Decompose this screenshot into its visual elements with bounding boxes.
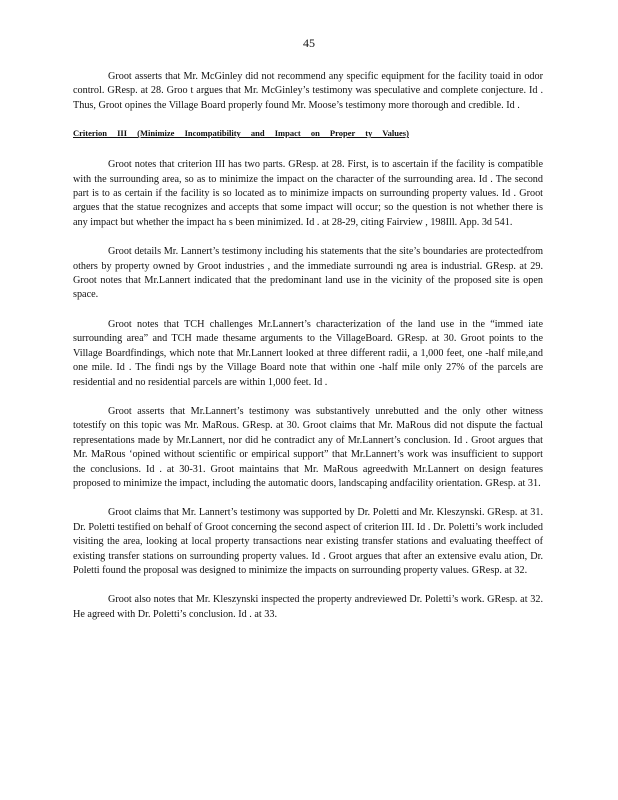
paragraph-unrebutted: Groot asserts that Mr.Lannert’s testimony was substantively unrebutted and the only other witness totestify on this topic was Mr. MaRous. GResp. at 30. Groot claims that Mr. MaRous did not dispute the factual representations made by Mr.Lannert, nor did he contradict any of Mr.Lannert’s conclusion. Id . Groot argues that Mr. MaRous ‘opined without scientific or empirical support” that Mr.Lannert’s work was insufficient to support the conclusions. Id . at 30-31. Groot maintains that Mr. MaRous agreedwith Mr.Lannert on design features proposed to minimize the impact, including the automatic doors, landscaping andfacility orientation. GResp. at 31. (73, 405, 543, 489)
paragraph-criterion-parts: Groot notes that criterion III has two parts. GResp. at 28. First, is to ascertain if the facility is compatible with the surrounding area, so as to minimize the impact on the character of the surrounding area. Id . The second part is to as certain if the facility is so located as to minimize impacts on surrounding property values. Id . Groot argues that the statue recognizes and accepts that some impact will occur; so the question is not whether there is any impact but whether the impact ha s been minimized. Id . at 28-29, citing Fairview , 198Ill. App. 3d 541. (73, 159, 543, 228)
document-body (73, 70, 543, 637)
paragraph-kleszynski: Groot also notes that Mr. Kleszynski inspected the property andreviewed Dr. Poletti’s work. GResp. at 32. He agreed with Dr. Poletti’s conclusion. Id . at 33. (73, 594, 543, 620)
paragraph-mcginley: Groot asserts that Mr. McGinley did not recommend any specific equipment for the facility toaid in odor control. GResp. at 28. Groo t argues that Mr. McGinley’s testimony was speculative and complete conjecture. Id . Thus, Groot opines the Village Board properly found Mr. Moose’s testimony more thorough and credible. Id . (73, 71, 543, 111)
section-heading-criterion-iii: Criterion III (Minimize Incompatibility and Impact on Proper ty Values) (73, 128, 409, 139)
paragraph-tch-challenge: Groot notes that TCH challenges Mr.Lannert’s characterization of the land use in the “immed iate surrounding area” and TCH made thesame arguments to the VillageBoard. GResp. at 30. Groot points to the Village Boardfindings, which note that Mr.Lannert looked at three different radii, a 1,000 feet, one -half mile,and one mile. Id . The findi ngs by the Village Board note that within one -half mile only 27% of the parcels are residential and no residential parcels are within 1,000 feet. Id . (73, 318, 543, 388)
paragraph-lannert-testimony: Groot details Mr. Lannert’s testimony including his statements that the site’s boundaries are protectedfrom others by property owned by Groot industries , and the immediate surroundi ng area is industrial. GResp. at 29. Groot notes that Mr.Lannert indicated that the predominant land use in the vicinity of the proposed site is open space. (73, 246, 543, 301)
paragraph-poletti: Groot claims that Mr. Lannert’s testimony was supported by Dr. Poletti and Mr. Kleszynski. GResp. at 31. Dr. Poletti testified on behalf of Groot concerning the second aspect of criterion III. Id . Dr. Poletti’s work included visiting the area, looking at local property transactions near existing transfer stations and evaluating theeffect of existing transfer stations on surrounding property values. Id . Groot argues that after an extensive evalu ation, Dr. Poletti found the proposal was designed to minimize the impacts on surrounding property values. GResp. at 32. (73, 507, 543, 576)
page-number: 45 (303, 36, 315, 50)
